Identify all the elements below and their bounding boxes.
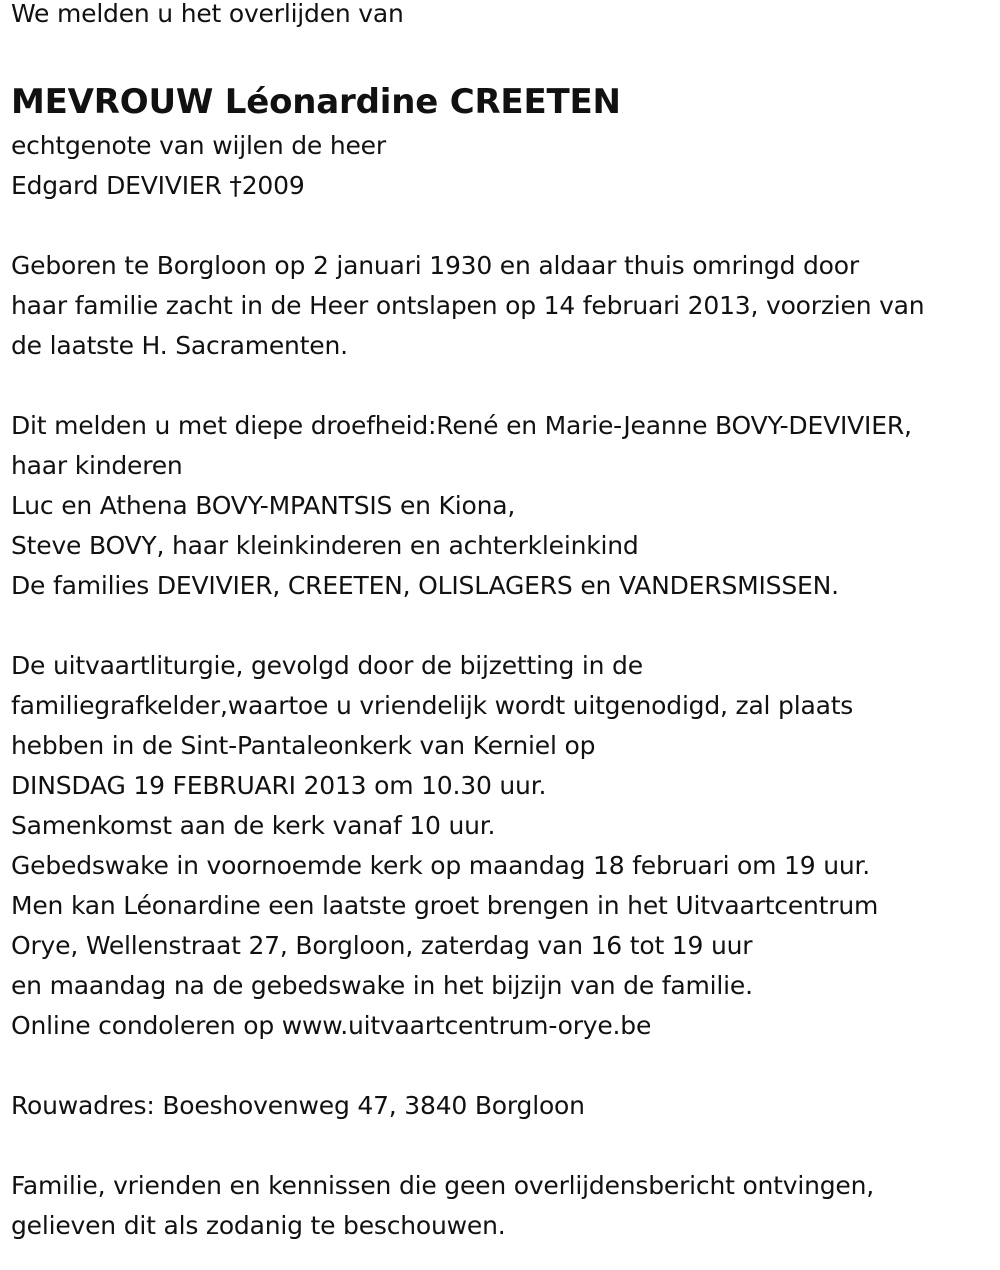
birth-line-1: Geboren te Borgloon op 2 januari 1930 en aldaar thuis omringd door [11, 251, 859, 280]
mourners-line-2: haar kinderen [11, 451, 183, 480]
birth-line-2: haar familie zacht in de Heer ontslapen op 14 februari 2013, voorzien van [11, 291, 925, 320]
spacer [11, 206, 996, 246]
spouse-line-2: Edgard DEVIVIER †2009 [11, 171, 305, 200]
closing-line-1: Familie, vrienden en kennissen die geen overlijdensbericht ontvingen, [11, 1171, 875, 1200]
mourning-address: Rouwadres: Boeshovenweg 47, 3840 Borgloon [11, 1091, 585, 1120]
funeral-line-2: familiegrafkelder,waartoe u vriendelijk wordt uitgenodigd, zal plaats [11, 691, 854, 720]
mourners-line-1: Dit melden u met diepe droefheid:René en Marie-Jeanne BOVY-DEVIVIER, [11, 411, 912, 440]
funeral-line-10: Online condoleren op www.uitvaartcentrum-orye.be [11, 1011, 652, 1040]
obituary-notice [11, 0, 996, 1246]
spacer [11, 366, 996, 406]
funeral-line-8: Orye, Wellenstraat 27, Borgloon, zaterdag van 16 tot 19 uur [11, 931, 753, 960]
funeral-line-4: DINSDAG 19 FEBRUARI 2013 om 10.30 uur. [11, 771, 547, 800]
spacer [11, 34, 996, 74]
funeral-line-6: Gebedswake in voornoemde kerk op maandag 18 februari om 19 uur. [11, 851, 871, 880]
spacer [11, 1126, 996, 1166]
mourners-line-3: Luc en Athena BOVY-MPANTSIS en Kiona, [11, 491, 516, 520]
spacer [11, 606, 996, 646]
funeral-line-3: hebben in de Sint-Pantaleonkerk van Kerniel op [11, 731, 596, 760]
intro-text: We melden u het overlijden van [11, 0, 404, 28]
deceased-name: MEVROUW Léonardine CREETEN [11, 82, 621, 122]
closing-line-2: gelieven dit als zodanig te beschouwen. [11, 1211, 506, 1240]
spouse-line-1: echtgenote van wijlen de heer [11, 131, 386, 160]
funeral-line-5: Samenkomst aan de kerk vanaf 10 uur. [11, 811, 496, 840]
funeral-line-7: Men kan Léonardine een laatste groet brengen in het Uitvaartcentrum [11, 891, 879, 920]
birth-line-3: de laatste H. Sacramenten. [11, 331, 348, 360]
spacer [11, 1046, 996, 1086]
funeral-line-1: De uitvaartliturgie, gevolgd door de bijzetting in de [11, 651, 643, 680]
mourners-line-4: Steve BOVY, haar kleinkinderen en achterkleinkind [11, 531, 639, 560]
funeral-line-9: en maandag na de gebedswake in het bijzijn van de familie. [11, 971, 753, 1000]
mourners-line-5: De families DEVIVIER, CREETEN, OLISLAGERS en VANDERSMISSEN. [11, 571, 839, 600]
